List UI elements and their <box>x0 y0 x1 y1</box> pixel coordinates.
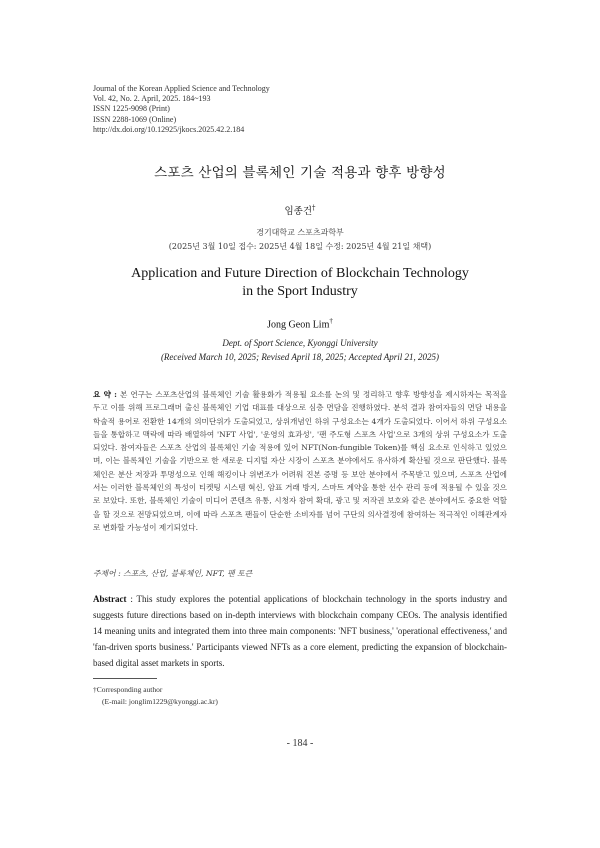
title-english-line2: in the Sport Industry <box>242 284 358 299</box>
dates-korean: (2025년 3월 10일 접수: 2025년 4월 18일 수정: 2025년 4월 21일 채택) <box>168 241 432 251</box>
affiliation-korean-dept: 경기대학교 스포츠과학부 <box>256 228 344 237</box>
author-english-name: Jong Geon Lim <box>267 319 330 331</box>
abstract-korean-text: 본 연구는 스포츠산업의 블록체인 기술 활용화가 적용될 요소를 논의 및 정리하고 향후 방향성을 제시하자는 목적을 두고 이를 위해 프로그래머 출신 블록체인 기업 대표를 대상으로 심층 면담을 진행하였다. 분석 결과 참여자들의 면담 내용을 학술적 용어로 전환한 14개의 의미단위가 도출되었고, 상위개념인 하위 구성요소는 4개가 도출되었다. 이어서 하위 구성요소들을 통합하고 맥락에 따라 배열하여 'NFT 사업', '운영의 효과성', '팬 주도형 스포츠 사업'으로 3개의 상위 구성요소가 도출되었다. 참여자들은 스포츠 산업의 블록체인 기술 적용에 있어 NFT(Non-fungible Token)를 핵심 요소로 인식하고 있었으며, 이는 블록체인 기술을 기반으로 한 새로운 디지털 자산 시장이 스포츠 분야에서도 유사하게 확산될 것으로 판단했다. 블록체인은 분산 저장과 투명성으로 인해 해킹이나 위변조가 어려워 진본 증명 등 보안 분야에서 주목받고 있으며, 스포츠 산업에서는 이러한 블록체인의 특성이 티켓팅 시스템 혁신, 암표 거래 방지, 스마트 계약을 통한 선수 관리 등에 적용될 수 있을 것으로 보았다. 또한, 블록체인 기술이 미디어 콘텐츠 유통, 시청자 참여 확대, 광고 및 저작권 보호와 같은 분야에서도 중요한 역할을 할 것으로 전망되었으며, 이에 따라 스포츠 팬들이 단순한 소비자를 넘어 구단의 의사결정에 참여하는 적극적인 이해관계자로 변화할 가능성이 제기되었다. <box>93 390 508 532</box>
title-english-line1: Application and Future Direction of Blockchain Technology <box>131 266 469 281</box>
affiliation-korean <box>0 226 600 253</box>
abstract-korean-label: 요 약 : <box>93 390 117 399</box>
affiliation-english-dept: Dept. of Sport Science, Kyonggi University <box>222 338 378 348</box>
abstract-english-text: : This study explores the potential applications of blockchain technology in the sports industry and suggests future directions based on in-depth interviews with blockchain company CEOs. The analysis identified 14 meaning units and integrated them into three main components: 'NFT business,' 'operational effectiveness,' and 'fan-driven sports business.' Participants viewed NFTs as a core element, predicting the expansion of blockchain-based digital asset markets in sports. <box>93 594 507 668</box>
footnote-corresponding: †Corresponding author <box>93 685 163 694</box>
dates-english: (Received March 10, 2025; Revised April 18, 2025; Accepted April 21, 2025) <box>160 351 440 362</box>
abstract-english-label: Abstract <box>93 594 127 604</box>
affiliation-english <box>0 337 600 364</box>
corresponding-mark-en: † <box>329 317 333 325</box>
journal-info <box>93 84 513 135</box>
journal-name: Journal of the Korean Applied Science and Technology <box>93 84 270 93</box>
keywords-korean: 주제어 : 스포츠, 산업, 블록체인, NFT, 팬 토큰 <box>93 569 253 578</box>
issn-online: ISSN 2288-1069 (Online) <box>93 114 177 124</box>
issn-print: ISSN 1225-9098 (Print) <box>93 104 170 114</box>
footnote-divider <box>93 678 157 679</box>
author-korean-name: 임종건 <box>284 206 313 217</box>
doi-link[interactable]: http://dx.doi.org/10.12925/jkocs.2025.42.2.184 <box>93 124 245 134</box>
author-english <box>0 317 600 330</box>
title-english <box>100 265 500 301</box>
corresponding-mark: † <box>312 203 316 212</box>
journal-volume: Vol. 42, No. 2. April, 2025. 184~193 <box>93 94 211 104</box>
abstract-korean <box>93 388 507 534</box>
footnote <box>93 684 393 707</box>
title-korean: 스포츠 산업의 블록체인 기술 적용과 향후 방향성 <box>154 165 446 181</box>
abstract-english <box>93 591 507 668</box>
footnote-email: (E-mail: jonglim1229@kyonggi.ac.kr) <box>102 696 218 706</box>
page-number: - 184 - <box>286 738 314 749</box>
author-korean <box>0 203 600 217</box>
